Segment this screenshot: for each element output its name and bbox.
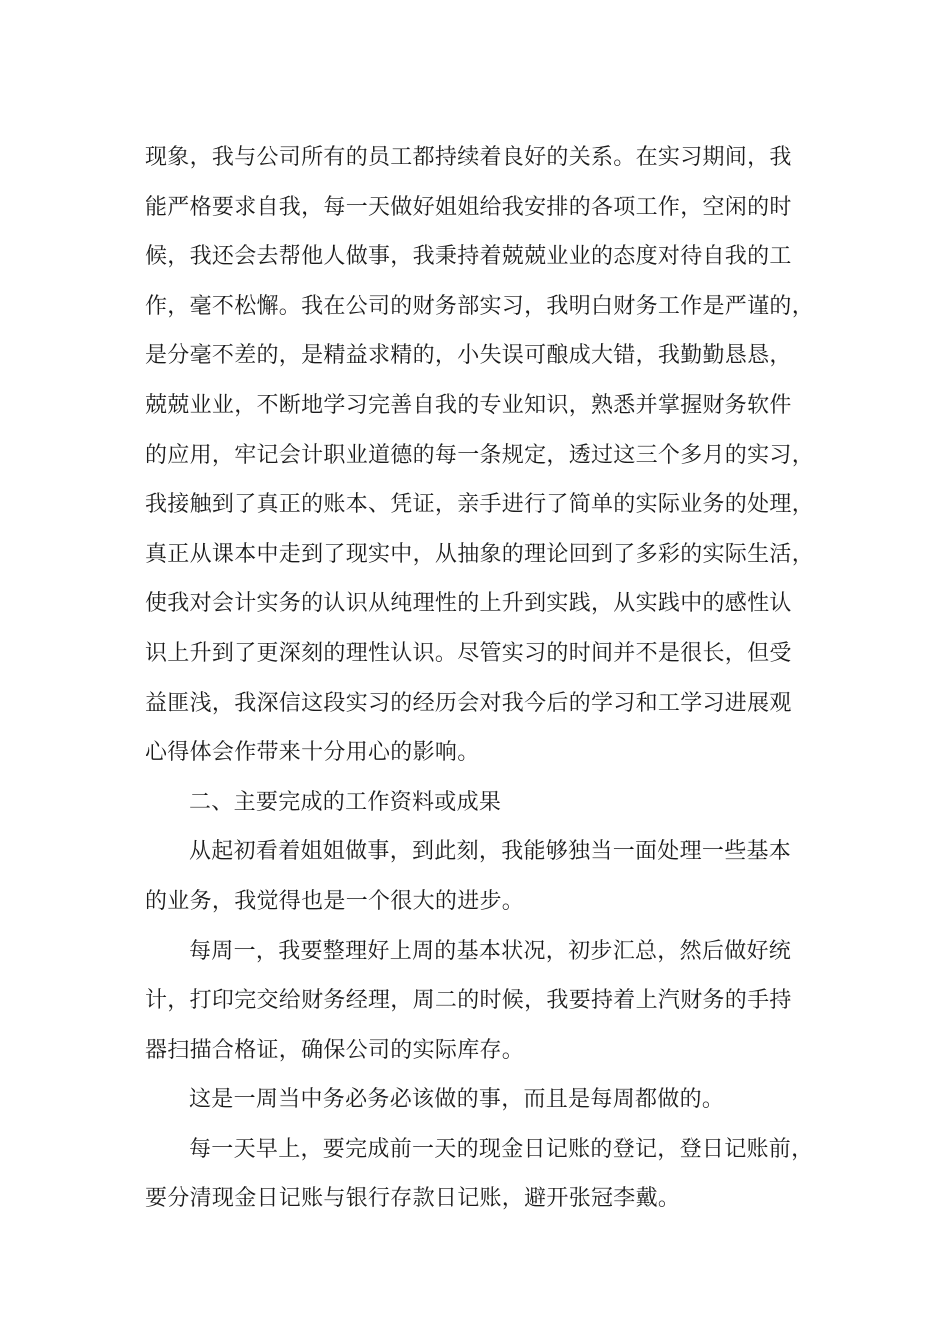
text-line: 候，我还会去帮他人做事，我秉持着兢兢业业的态度对待自我的工 (145, 244, 792, 270)
text-line: 是分毫不差的，是精益求精的，小失误可酿成大错，我勤勤恳恳， (145, 343, 792, 369)
text-line: 每一天早上，要完成前一天的现金日记账的登记，登日记账前， (189, 1136, 814, 1162)
text-line: 要分清现金日记账与银行存款日记账，避开张冠李戴。 (145, 1186, 681, 1212)
text-line: 器扫描合格证，确保公司的实际库存。 (145, 1037, 525, 1063)
text-line: 现象，我与公司所有的员工都持续着良好的关系。在实习期间，我 (145, 145, 792, 170)
text-line: 这是一周当中务必务必该做的事，而且是每周都做的。 (189, 1087, 725, 1113)
text-line: 从起初看着姐姐做事，到此刻，我能够独当一面处理一些基本 (189, 839, 792, 865)
text-line: 心得体会作带来十分用心的影响。 (145, 740, 480, 766)
text-line: 作，毫不松懈。我在公司的财务部实习，我明白财务工作是严谨的， (145, 293, 815, 319)
text-line: 的业务，我觉得也是一个很大的进步。 (145, 888, 525, 914)
text-line: 二、主要完成的工作资料或成果 (189, 789, 502, 815)
text-line: 能严格要求自我，每一天做好姐姐给我安排的各项工作，空闲的时 (145, 194, 792, 220)
text-line: 每周一，我要整理好上周的基本状况，初步汇总，然后做好统 (189, 938, 792, 964)
text-line: 计，打印完交给财务经理，周二的时候，我要持着上汽财务的手持 (145, 988, 792, 1014)
text-line: 兢兢业业，不断地学习完善自我的专业知识，熟悉并掌握财务软件 (145, 392, 792, 418)
text-line: 真正从课本中走到了现实中，从抽象的理论回到了多彩的实际生活， (145, 541, 815, 567)
text-line: 识上升到了更深刻的理性认识。尽管实习的时间并不是很长，但受 (145, 640, 792, 666)
text-line: 使我对会计实务的认识从纯理性的上升到实践，从实践中的感性认 (145, 591, 792, 617)
text-line: 益匪浅，我深信这段实习的经历会对我今后的学习和工学习进展观 (145, 690, 792, 716)
document-body (145, 133, 835, 1224)
text-line: 的应用，牢记会计职业道德的每一条规定，透过这三个多月的实习， (145, 442, 815, 468)
text-line: 我接触到了真正的账本、凭证，亲手进行了简单的实际业务的处理， (145, 492, 815, 518)
